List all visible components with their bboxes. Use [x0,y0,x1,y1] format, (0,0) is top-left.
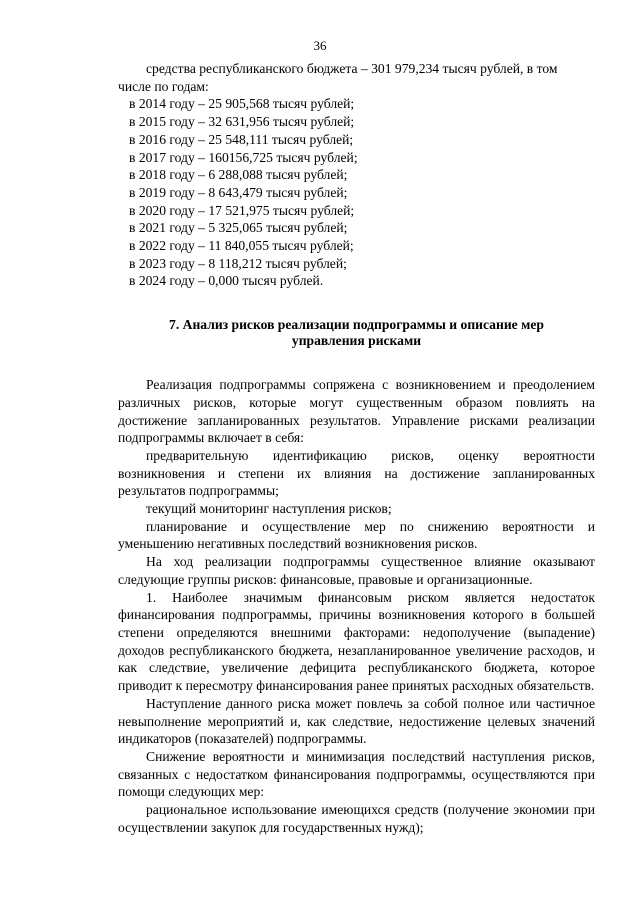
paragraph: рациональное использование имеющихся средств (получение экономии при осуществлении закупок для государственных нужд); [118,802,595,835]
year-item: в 2017 году – 160156,725 тысяч рублей; [129,149,358,165]
section-heading-line1: 7. Анализ рисков реализации подпрограммы и описание мер [169,317,544,333]
page-number: 36 [313,38,327,53]
paragraph: Снижение вероятности и минимизация последствий наступления рисков, связанных с недостатком финансирования подпрограммы, осуществляются при помощи следующих мер: [118,748,595,800]
year-item: в 2021 году – 5 325,065 тысяч рублей; [129,220,348,236]
paragraph: планирование и осуществление мер по снижению вероятности и уменьшению негативных последствий возникновения рисков. [118,518,595,552]
year-item: в 2015 году – 32 631,956 тысяч рублей; [129,114,355,130]
year-item: в 2019 году – 8 643,479 тысяч рублей; [129,184,348,200]
paragraph: Реализация подпрограммы сопряжена с возникновением и преодолением различных рисков, которые могут существенным образом повлиять на достижение запланированных результатов. Управление рисками реализации подпрограммы включает в себя: [118,377,595,446]
year-list [118,95,595,290]
funding-intro-line2: числе по годам: [118,78,209,94]
funding-intro [118,60,595,95]
paragraph: 1. Наиболее значимым финансовым риском является недостаток финансирования подпрограммы, причины возникновения которого в большей степени определяются внешними факторами: недополучение (выпадение) доходов республиканского бюджета, незапланированное увеличение расходов, и как следствие, увеличение дефицита республиканского бюджета, которое приводит к пересмотру финансирования ранее принятых расходных обязательств. [118,589,595,694]
year-item: в 2014 году – 25 905,568 тысяч рублей; [129,96,355,112]
paragraph: Наступление данного риска может повлечь за собой полное или частичное невыполнение мероприятий и, как следствие, недостижение целевых значений индикаторов (показателей) подпрограммы. [118,695,595,747]
year-item: в 2022 году – 11 840,055 тысяч рублей; [129,238,354,254]
paragraph: предварительную идентификацию рисков, оценку вероятности возникновения и степени их влияния на достижение запланированных результатов подпрограммы; [118,447,595,499]
document-body [118,60,595,836]
paragraph: На ход реализации подпрограммы существенное влияние оказывают следующие группы рисков: финансовые, правовые и организационные. [118,554,595,587]
funding-intro-line1: средства республиканского бюджета – 301 979,234 тысяч рублей, в том [146,61,558,76]
year-item: в 2018 году – 6 288,088 тысяч рублей; [129,167,348,183]
paragraph: текущий мониторинг наступления рисков; [146,501,392,517]
year-item: в 2020 году – 17 521,975 тысяч рублей; [129,202,355,218]
year-item: в 2023 году – 8 118,212 тысяч рублей; [129,255,347,271]
section-heading [118,317,595,349]
section-heading-line2: управления рисками [291,333,422,349]
year-item: в 2016 году – 25 548,111 тысяч рублей; [129,131,354,147]
year-item: в 2024 году – 0,000 тысяч рублей. [129,273,324,289]
